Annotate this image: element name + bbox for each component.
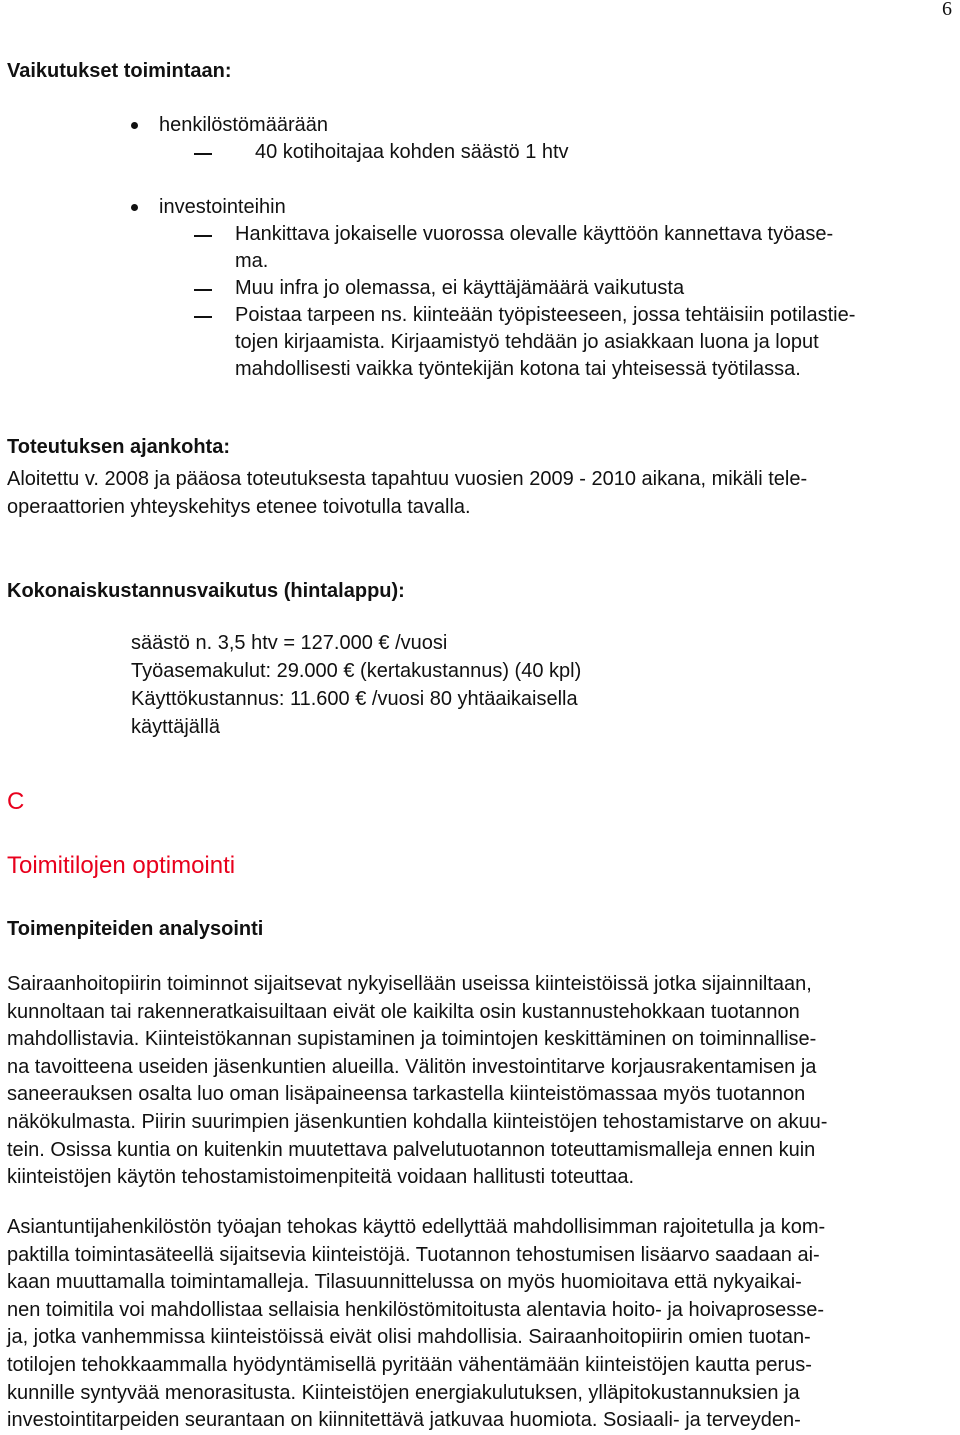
paragraph-line: totilojen tehokkaammalla hyödyntämisellä pyritään vähentämään kiinteistöjen kautta perus- xyxy=(7,1353,812,1376)
bullet-item xyxy=(0,194,960,222)
paragraph-line: nen toimitila voi mahdollistaa sellaisia henkilöstömitoitusta alentavia hoito- ja hoivaprosesse- xyxy=(7,1298,825,1321)
bullet-icon xyxy=(131,122,138,129)
dash-item-text: Poistaa tarpeen ns. kiinteään työpisteeseen, jossa tehtäisiin potilastie- xyxy=(235,304,856,326)
dash-item xyxy=(0,221,960,249)
costs-heading: Kokonaiskustannusvaikutus (hintalappu): xyxy=(7,580,405,602)
cost-line: säästö n. 3,5 htv = 127.000 € /vuosi xyxy=(131,632,448,654)
paragraph-line: investointitarpeiden seurantaan on kiinnitettävä jatkuvaa huomiota. Sosiaali- ja terveyden- xyxy=(7,1409,801,1432)
paragraph-line: mahdollistavia. Kiinteistökannan supistaminen ja toimintojen keskittäminen on toiminnallise- xyxy=(7,1028,817,1051)
dash-icon xyxy=(194,153,212,155)
bullet-icon xyxy=(131,204,138,211)
dash-icon xyxy=(194,235,212,237)
bullet-label: investointeihin xyxy=(159,196,286,218)
dash-item-text: Hankittava jokaiselle vuorossa olevalle käyttöön kannettava työase- xyxy=(235,223,834,245)
dash-item xyxy=(0,139,960,167)
section-letter: C xyxy=(7,788,25,815)
bullet-item xyxy=(0,112,960,140)
dash-item-continuation: mahdollisesti vaikka työntekijän kotona tai yhteisessä työtilassa. xyxy=(235,358,801,380)
schedule-text xyxy=(7,466,946,521)
dash-icon xyxy=(194,316,212,318)
schedule-line: Aloitettu v. 2008 ja pääosa toteutuksesta tapahtuu vuosien 2009 - 2010 aikana, mikäli tele- xyxy=(7,468,808,490)
bullet-label: henkilöstömäärään xyxy=(159,114,328,136)
dash-item-continuation: tojen kirjaamista. Kirjaamistyö tehdään jo asiakkaan luona ja loput xyxy=(235,331,819,353)
cost-line: Käyttökustannus: 11.600 € /vuosi 80 yhtäaikaisella xyxy=(131,688,578,710)
dash-item xyxy=(0,302,960,330)
dash-item xyxy=(0,275,960,303)
cost-line: käyttäjällä xyxy=(131,716,220,738)
section-subheading: Toimenpiteiden analysointi xyxy=(7,918,264,940)
dash-icon xyxy=(194,289,212,291)
dash-item-continuation: ma. xyxy=(235,250,269,272)
effects-heading: Vaikutukset toimintaan: xyxy=(7,60,232,82)
effects-list xyxy=(0,0,960,420)
paragraph-line: Asiantuntijahenkilöstön työajan tehokas käyttö edellyttää mahdollisimman rajoitetulla ja kom- xyxy=(7,1216,826,1238)
paragraph-line: näkökulmasta. Piirin suurimpien jäsenkuntien kohdalla kiinteistöjen tehostamistarve on akuu- xyxy=(7,1110,828,1133)
paragraph-line: kaan muuttamalla toimintamalleja. Tilasuunnittelussa on myös huomioitava että nykyaikai- xyxy=(7,1271,802,1294)
schedule-heading: Toteutuksen ajankohta: xyxy=(7,436,230,458)
paragraph-line: ja, jotka vanhemmissa kiinteistöissä eivät olisi mahdollisia. Sairaanhoitopiirin omien tuotan- xyxy=(7,1326,811,1349)
paragraph-line: kiinteistöjen käytön tehostamistoimenpiteitä voidaan hallitusti toteuttaa. xyxy=(7,1166,635,1189)
section-title: Toimitilojen optimointi xyxy=(7,852,236,879)
page-number: 6 xyxy=(942,0,952,20)
paragraph-2 xyxy=(7,1214,946,1435)
paragraph-line: na tavoitteena useiden jäsenkuntien alueilla. Välitön investointitarve korjausrakentamisen ja xyxy=(7,1055,817,1078)
dash-item-text: 40 kotihoitajaa kohden säästö 1 htv xyxy=(255,141,569,163)
cost-line: Työasemakulut: 29.000 € (kertakustannus) (40 kpl) xyxy=(131,660,582,682)
dash-item-text: Muu infra jo olemassa, ei käyttäjämäärä vaikutusta xyxy=(235,277,685,299)
paragraph-1 xyxy=(7,971,946,1192)
paragraph-line: Sairaanhoitopiirin toiminnot sijaitsevat nykyisellään useissa kiinteistöissä jotka sijainniltaan, xyxy=(7,973,812,995)
paragraph-line: tein. Osissa kuntia on kuitenkin muutettava palvelutuotannon toteuttamismalleja ennen kuin xyxy=(7,1138,816,1161)
paragraph-line: kunnille syntyvää menorasitusta. Kiinteistöjen energiakulutuksen, ylläpitokustannuksien ja xyxy=(7,1381,800,1404)
paragraph-line: saneerauksen osalta luo oman lisäpaineensa tarkastella kiinteistömassaa myös tuotannon xyxy=(7,1083,806,1106)
schedule-line: operaattorien yhteyskehitys etenee toivotulla tavalla. xyxy=(7,495,471,518)
paragraph-line: kunnoltaan tai rakenneratkaisuiltaan eivät ole kaikilta osin kustannustehokkaan tuotannon xyxy=(7,1000,800,1023)
paragraph-line: paktilla toimintasäteellä sijaitsevia kiinteistöjä. Tuotannon tehostumisen lisäarvo saadaan ai- xyxy=(7,1243,820,1266)
